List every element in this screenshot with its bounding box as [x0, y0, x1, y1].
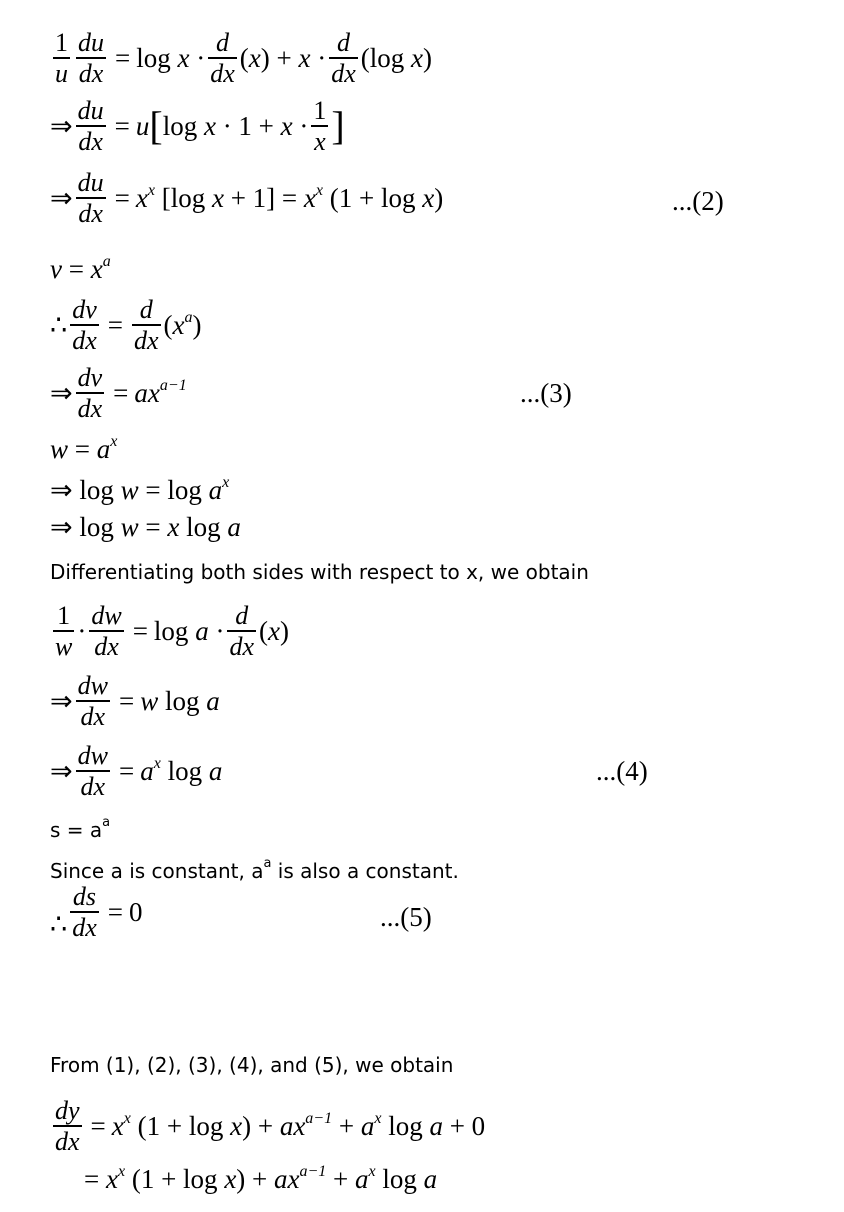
equation-number-5: ...(5)	[380, 902, 432, 932]
equation-w-solved: ⇒ $\frac{dw}{dx}$ = w log a	[50, 671, 220, 731]
equation-number-4: ...(4)	[596, 756, 648, 786]
differentiating-text: Differentiating both sides with respect to x, we obtain	[50, 560, 589, 584]
equation-s-derivative: ∴ $\frac{ds}{dx}$ = 0	[50, 884, 143, 939]
equation-log-w: ⇒ $\log w = \log a^x$	[50, 474, 230, 505]
equation-final-2: = $x^x$ $(1 + \log x) + ax^{a-1} + a^x$ log a	[84, 1163, 438, 1194]
equation-w-definition: $w = a^x$	[50, 433, 118, 464]
s-definition: $s = a^a$	[50, 815, 111, 842]
equation-final-1: $\frac{dy}{dx}$ = $x^x$ $(1 + \log x) + ax^{a-1} + a^x$ log a + 0	[55, 1096, 486, 1156]
equation-line-1: $\frac{1}{u}$ $\frac{du}{dx}$ = log x · $\frac{d}{dx}$ (x) + x · $\frac{d}{dx}$ (log x)	[55, 28, 432, 88]
equation-v-derivative: ∴ $\frac{dv}{dx}$ = $\frac{d}{dx}$ $(x^a)$	[50, 295, 202, 355]
equation-s-clip	[50, 884, 210, 939]
from-text: From (1), (2), (3), (4), and (5), we obtain	[50, 1053, 454, 1077]
equation-v-definition: $v = x^a$	[50, 253, 111, 284]
equation-v-result: ⇒ $\frac{dv}{dx}$ = $ax^{a-1}$	[50, 363, 187, 423]
equation-w-result: ⇒ $\frac{dw}{dx}$ = $a^x$ log a	[50, 741, 223, 801]
equation-number-2: ...(2)	[672, 186, 724, 216]
equation-line-3: ⇒ $\frac{du}{dx}$ = $x^x$ [log $x + 1] = x^x$ (1 + log x)	[50, 168, 444, 228]
equation-line-2: ⇒ $\frac{du}{dx}$ = u [ log x · 1 + x · $\frac{1}{x}$ ]	[50, 96, 345, 156]
constant-text: Since a is constant, $a^a$ is also a constant.	[50, 856, 459, 883]
equation-log-w-simplified: ⇒ log w = x log a	[50, 512, 241, 542]
equation-w-differentiated: $\frac{1}{w}$ · $\frac{dw}{dx}$ = log a · $\frac{d}{dx}$ (x)	[55, 601, 289, 661]
equation-number-3: ...(3)	[520, 378, 572, 408]
